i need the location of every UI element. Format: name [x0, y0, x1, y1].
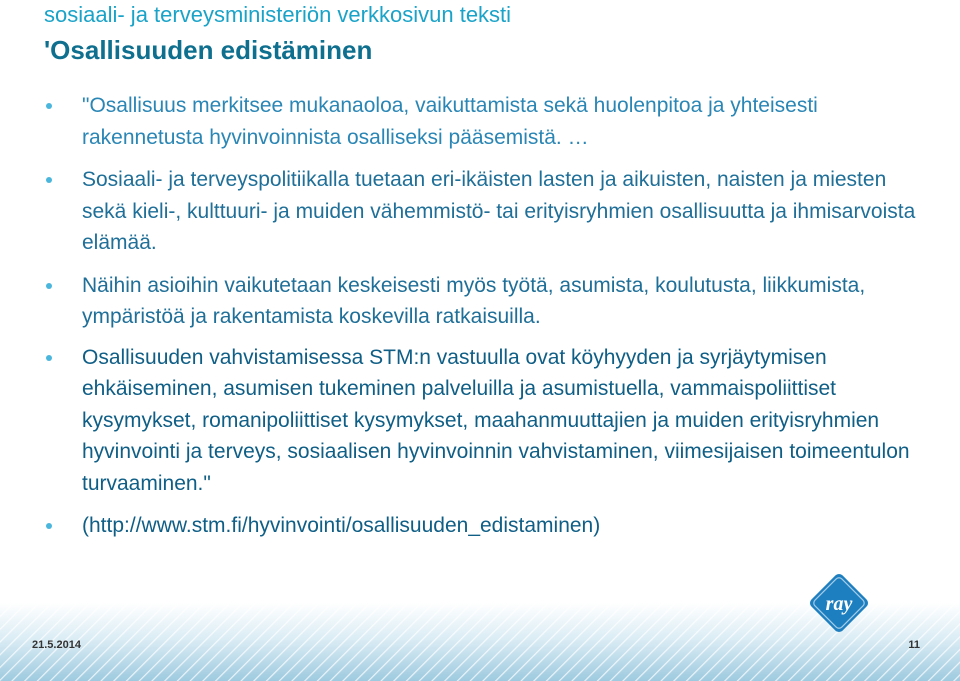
bullet-text: Osallisuuden vahvistamisessa STM:n vastuulla ovat köyhyyden ja syrjäytymisen ehkäiseminen, asumisen tukeminen palveluilla ja asumistuella, vammaispoliittiset kysymykset, romanipoliittiset kysymykset, maahanmuuttajien ja muiden erityisryhmien hyvinvointi ja terveys, sosiaalisen hyvinvoinnin vahvistaminen, viimesijaisen toimeentulon turvaaminen." [82, 345, 910, 495]
logo-wordmark: ray [825, 593, 853, 615]
bullet-text: Sosiaali- ja terveyspolitiikalla tuetaan eri-ikäisten lasten ja aikuisten, naisten ja miesten sekä kieli-, kulttuuri- ja muiden vähemmistö- tai erityisryhmien osallisuutta ja ihmisarvoista elämää. [82, 168, 916, 254]
bullet-item [46, 342, 916, 500]
footer-date: 21.5.2014 [32, 639, 81, 651]
bullet-list [46, 90, 916, 553]
page-number: 11 [908, 639, 920, 651]
bullet-dot-icon [46, 523, 52, 529]
bullet-item [46, 510, 916, 542]
slide-title: 'Osallisuuden edistäminen [44, 35, 373, 65]
bullet-dot-icon [46, 103, 52, 109]
bullet-text: "Osallisuus merkitsee mukanaoloa, vaikuttamista sekä huolenpitoa ja yhteisesti rakennetusta hyvinvoinnista osalliseksi pääsemistä. … [82, 94, 818, 149]
ray-logo [806, 570, 872, 636]
bullet-item [46, 270, 916, 333]
bullet-dot-icon [46, 355, 52, 361]
bullet-text: Näihin asioihin vaikutetaan keskeisesti myös työtä, asumista, koulutusta, liikkumista, ympäristöä ja rakentamista koskevilla ratkaisuilla. [82, 273, 866, 328]
bullet-item [46, 90, 916, 153]
bullet-item [46, 164, 916, 259]
bullet-dot-icon [46, 283, 52, 289]
bullet-text: (http://www.stm.fi/hyvinvointi/osallisuuden_edistaminen) [82, 514, 601, 537]
slide-subtitle: sosiaali- ja terveysministeriön verkkosivun teksti [44, 2, 512, 27]
bullet-dot-icon [46, 177, 52, 183]
